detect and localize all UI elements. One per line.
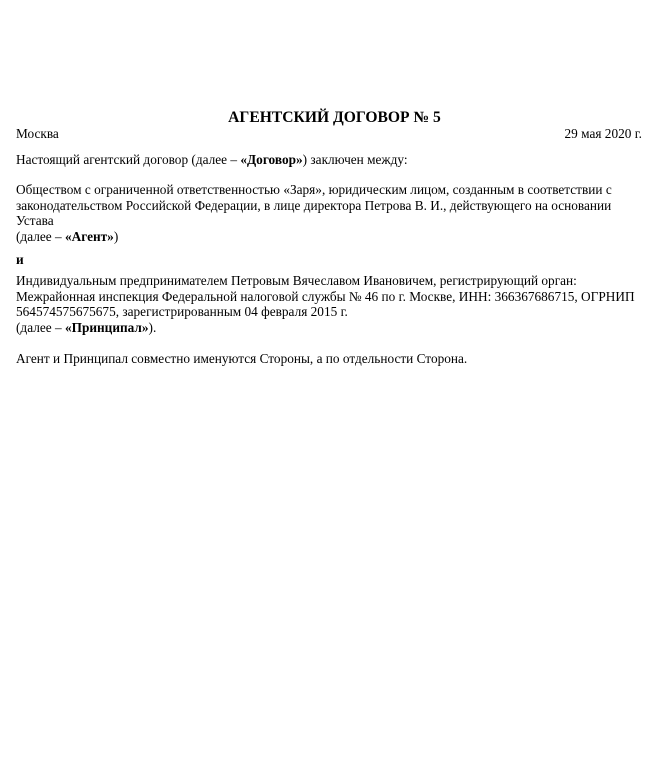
agent-paragraph	[16, 182, 642, 244]
principal-label-bold: «Принципал»	[64, 319, 149, 335]
agent-label-bold: «Агент»	[64, 228, 114, 244]
agent-label-before: (далее –	[16, 228, 65, 244]
sides-note: Агент и Принципал совместно именуются Стороны, а по отдельности Сторона.	[16, 351, 468, 366]
principal-paragraph	[16, 273, 642, 335]
contract-date: 29 мая 2020 г.	[564, 126, 642, 141]
document-title: АГЕНТСКИЙ ДОГОВОР № 5	[228, 109, 441, 126]
intro-text-before: Настоящий агентский договор (далее –	[16, 152, 241, 167]
principal-label-after: ).	[148, 319, 157, 335]
place-date-row	[16, 126, 642, 142]
principal-label-before: (далее –	[16, 319, 65, 335]
agent-label-after: )	[113, 228, 119, 244]
intro-paragraph	[16, 152, 642, 168]
intro-term-bold: «Договор»	[240, 152, 303, 167]
agent-line: Обществом с ограниченной ответственностью «Заря», юридическим лицом, созданным в соответствии с	[16, 182, 612, 197]
agent-line: Устава	[16, 213, 54, 229]
intro-text-after: ) заключен между:	[302, 152, 408, 167]
contract-city: Москва	[16, 126, 59, 141]
principal-line: 564574575675675, зарегистрированным 04 февраля 2015 г.	[16, 304, 348, 320]
agent-label-line	[16, 229, 642, 245]
conjunction: и	[16, 252, 24, 267]
principal-line: Межрайонная инспекция Федеральной налоговой службы № 46 по г. Москве, ИНН: 366367686715, ОГРНИП	[16, 288, 635, 304]
principal-label-line	[16, 320, 642, 336]
agent-line: законодательством Российской Федерации, в лице директора Петрова В. И., действующего на основании	[16, 197, 612, 213]
principal-line: Индивидуальным предпринимателем Петровым Вячеславом Ивановичем, регистрирующий орган:	[16, 273, 577, 288]
